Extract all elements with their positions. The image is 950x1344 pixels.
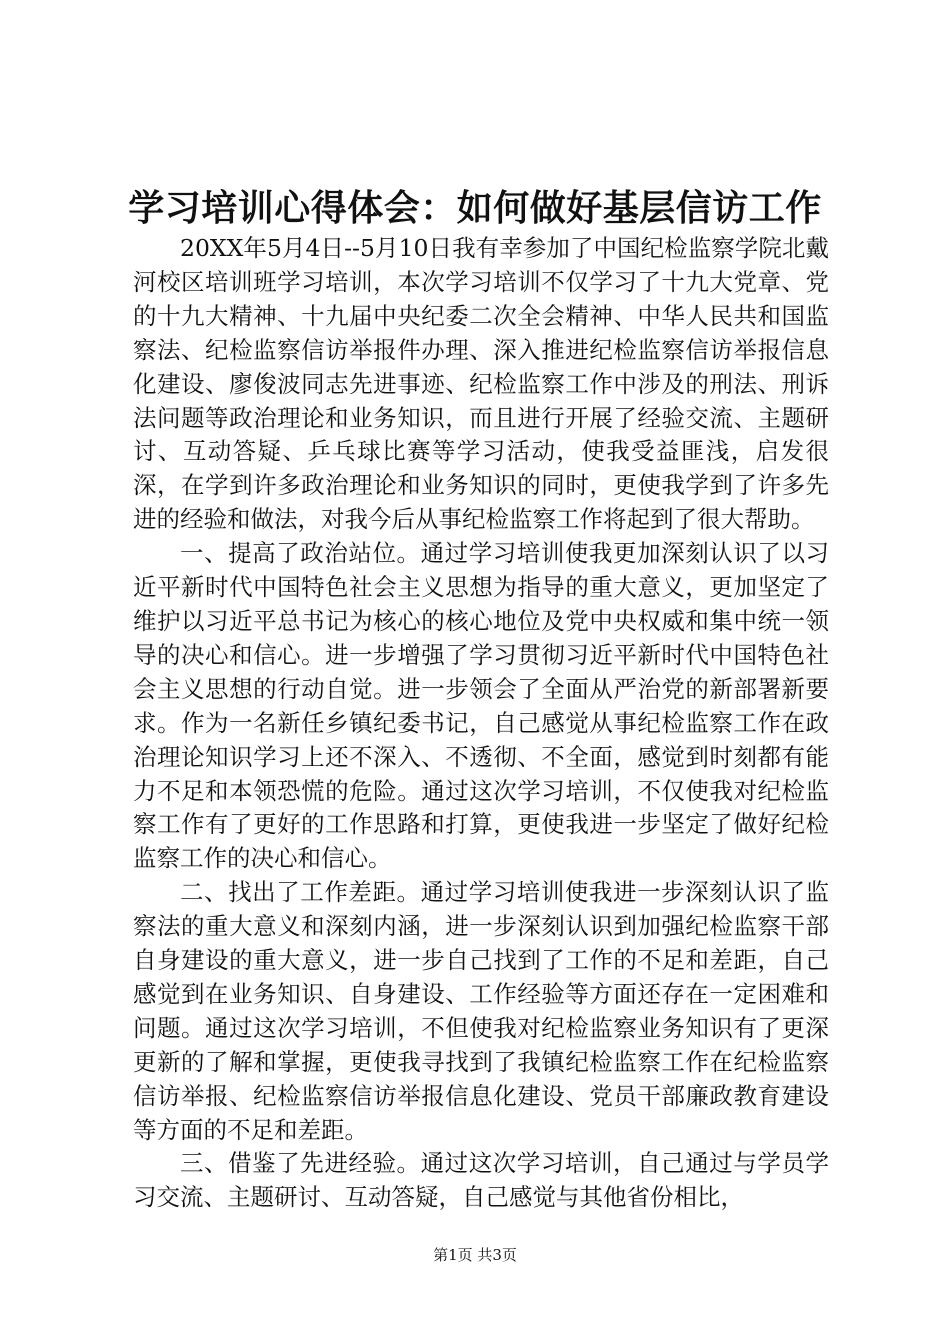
paragraph-intro: 20XX年5月4日--5月10日我有幸参加了中国纪检监察学院北戴河校区培训班学习培训，本次学习培训不仅学习了十九大党章、党的十九大精神、十九届中央纪委二次全会精神、中华人民共和国监察法、纪检监察信访举报件办理、深入推进纪检监察信访举报信息化建设、廖俊波同志先进事迹、纪检监察工作中涉及的刑法、刑诉法问题等政治理论和业务知识，而且进行开展了经验交流、主题研讨、互动答疑、乒乓球比赛等学习活动，使我受益匪浅，启发很深，在学到许多政治理论和业务知识的同时，更使我学到了许多先进的经验和做法，对我今后从事纪检监察工作将起到了很大帮助。	[133, 234, 829, 534]
paragraph-section-2: 二、找出了工作差距。通过学习培训使我进一步深刻认识了监察法的重大意义和深刻内涵，进一步深刻认识到加强纪检监察干部自身建设的重大意义，进一步自己找到了工作的不足和差距，自己感觉到在业务知识、自身建设、工作经验等方面还存在一定困难和问题。通过这次学习培训，不但使我对纪检监察业务知识有了更深更新的了解和掌握，更使我寻找到了我镇纪检监察工作在纪检监察信访举报、纪检监察信访举报信息化建设、党员干部廉政教育建设等方面的不足和差距。	[133, 878, 829, 1144]
paragraph-section-3: 三、借鉴了先进经验。通过这次学习培训，自己通过与学员学习交流、主题研讨、互动答疑，自己感觉与其他省份相比，	[133, 1149, 829, 1212]
paragraph-section-1: 一、提高了政治站位。通过学习培训使我更加深刻认识了以习近平新时代中国特色社会主义思想为指导的重大意义，更加坚定了维护以习近平总书记为核心的核心地位及党中央权威和集中统一领导的决心和信心。进一步增强了学习贯彻习近平新时代中国特色社会主义思想的行动自觉。进一步领会了全面从严治党的新部署新要求。作为一名新任乡镇纪委书记，自己感觉从事纪检监察工作在政治理论知识学习上还不深入、不透彻、不全面，感觉到时刻都有能力不足和本领恐慌的危险。通过这次学习培训，不仅使我对纪检监察工作有了更好的工作思路和打算，更使我进一步坚定了做好纪检监察工作的决心和信心。	[133, 539, 829, 873]
page-number-footer: 第1页 共3页	[433, 1246, 517, 1264]
document-title: 学习培训心得体会：如何做好基层信访工作	[128, 187, 822, 229]
document-body	[133, 232, 829, 1215]
